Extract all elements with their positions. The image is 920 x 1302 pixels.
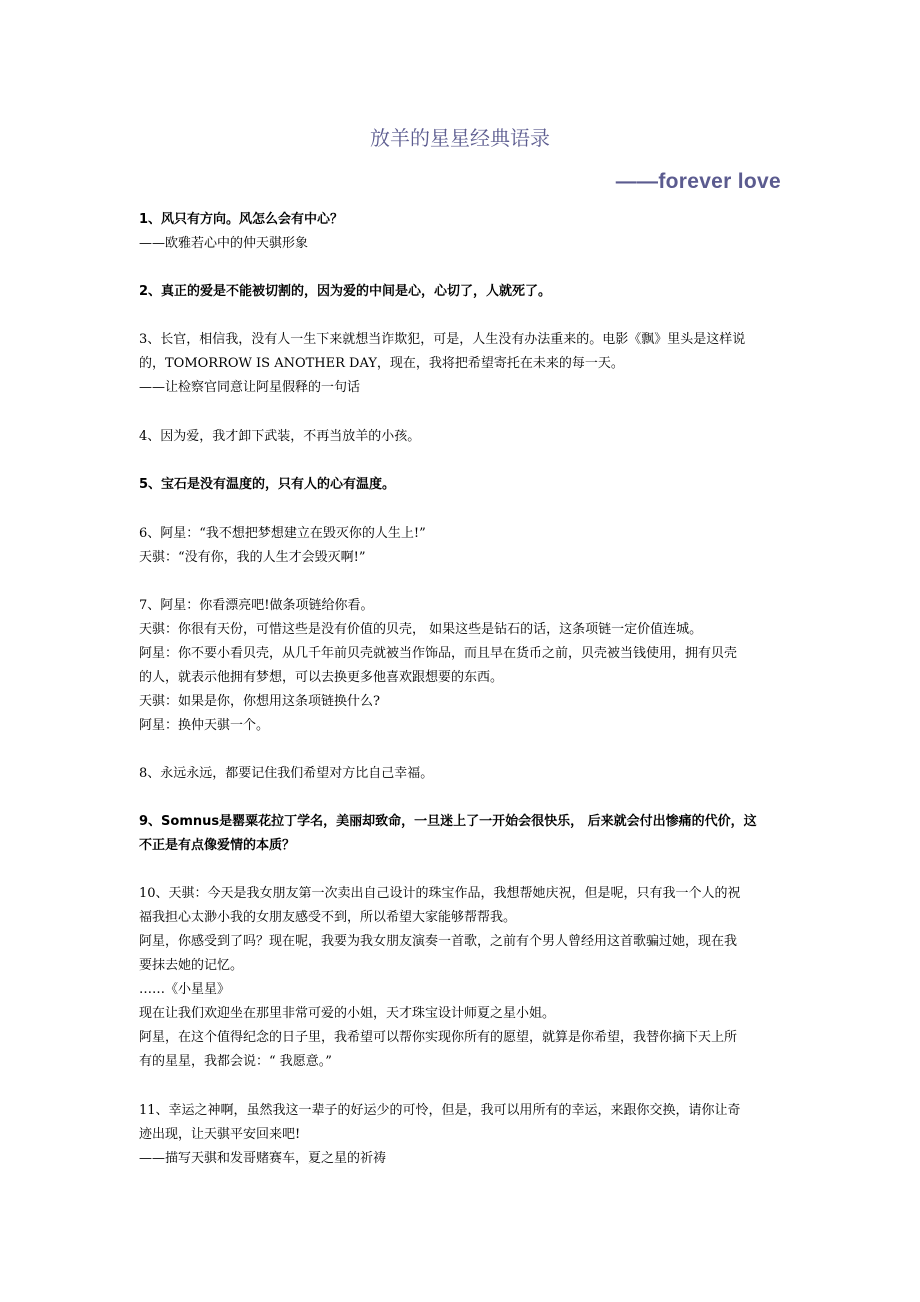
text-line: 的，TOMORROW IS ANOTHER DAY，现在，我将把希望寄托在未来的每一天。 [139,356,624,371]
quote-paragraph [139,594,784,738]
document-title: 放羊的星星经典语录 [370,126,550,150]
text-line: 10、天骐：今天是我女朋友第一次卖出自己设计的珠宝作品，我想帮她庆祝，但是呢，只有我一个人的祝 [139,886,741,901]
text-line: 8、永远永远，都要记住我们希望对方比自己幸福。 [139,766,434,781]
text-line: 现在让我们欢迎坐在那里非常可爱的小姐，天才珠宝设计师夏之星小姐。 [139,1006,556,1021]
text-line: 迹出现，让天骐平安回来吧! [139,1127,301,1142]
quote-paragraph [139,232,784,256]
text-line: 7、阿星：你看漂亮吧!做条项链给你看。 [139,598,374,613]
quote-paragraph [139,208,784,232]
text-line: 天骐：“没有你，我的人生才会毁灭啊!” [139,550,366,565]
document-subtitle: ——forever love [615,170,781,193]
text-line: ——描写天骐和发哥赌赛车，夏之星的祈祷 [139,1151,387,1166]
text-line: ——欧雅若心中的仲天骐形象 [139,236,309,251]
text-line: 6、阿星：“我不想把梦想建立在毁灭你的人生上!” [139,526,426,541]
quote-paragraph [139,762,784,786]
text-line: 阿星：你不要小看贝壳，从几千年前贝壳就被当作饰品，而且早在货币之前，贝壳被当钱使用，拥有贝壳 [139,646,738,661]
text-line: 天骐：你很有天份，可惜这些是没有价值的贝壳， 如果这些是钻石的话，这条项链一定价值连城。 [139,622,703,637]
quote-paragraph [139,1099,784,1171]
text-line: 阿星：换仲天骐一个。 [139,718,270,733]
text-line: ……《小星星》 [139,982,231,997]
text-line: 3、长官，相信我，没有人一生下来就想当诈欺犯，可是，人生没有办法重来的。电影《飘》里头是这样说 [139,332,746,347]
text-line: 不正是有点像爱情的本质？ [139,838,296,853]
quote-paragraph [139,882,784,1074]
text-line: 阿星，你感受到了吗？现在呢，我要为我女朋友演奏一首歌，之前有个男人曾经用这首歌骗过她，现在我 [139,934,738,949]
text-line: 9、Somnus是罂粟花拉丁学名，美丽却致命，一旦迷上了一开始会很快乐， 后来就会付出惨痛的代价，这 [139,814,757,829]
text-line: 4、因为爱，我才卸下武装，不再当放羊的小孩。 [139,429,421,444]
text-line: 要抹去她的记忆。 [139,958,244,973]
text-line: 天骐：如果是你，你想用这条项链换什么? [139,694,380,709]
text-line: 11、幸运之神啊，虽然我这一辈子的好运少的可怜，但是，我可以用所有的幸运，来跟你交换，请你让奇 [139,1103,741,1118]
quote-paragraph [139,328,784,400]
quote-paragraph [139,522,784,570]
text-line: 福我担心太渺小我的女朋友感受不到，所以希望大家能够帮帮我。 [139,910,517,925]
text-line: 2、真正的爱是不能被切割的，因为爱的中间是心，心切了，人就死了。 [139,284,552,299]
text-line: 5、宝石是没有温度的，只有人的心有温度。 [139,477,396,492]
quote-paragraph [139,280,784,304]
quote-paragraph [139,810,784,858]
text-line: ——让检察官同意让阿星假释的一句话 [139,380,361,395]
quote-paragraph [139,473,784,497]
text-line: 的人，就表示他拥有梦想，可以去换更多他喜欢跟想要的东西。 [139,670,504,685]
quote-paragraph [139,425,784,449]
text-line: 有的星星，我都会说：“ 我愿意。” [139,1054,332,1069]
text-line: 1、风只有方向。风怎么会有中心？ [139,212,344,227]
text-line: 阿星，在这个值得纪念的日子里，我希望可以帮你实现你所有的愿望，就算是你希望，我替你摘下天上所 [139,1030,738,1045]
